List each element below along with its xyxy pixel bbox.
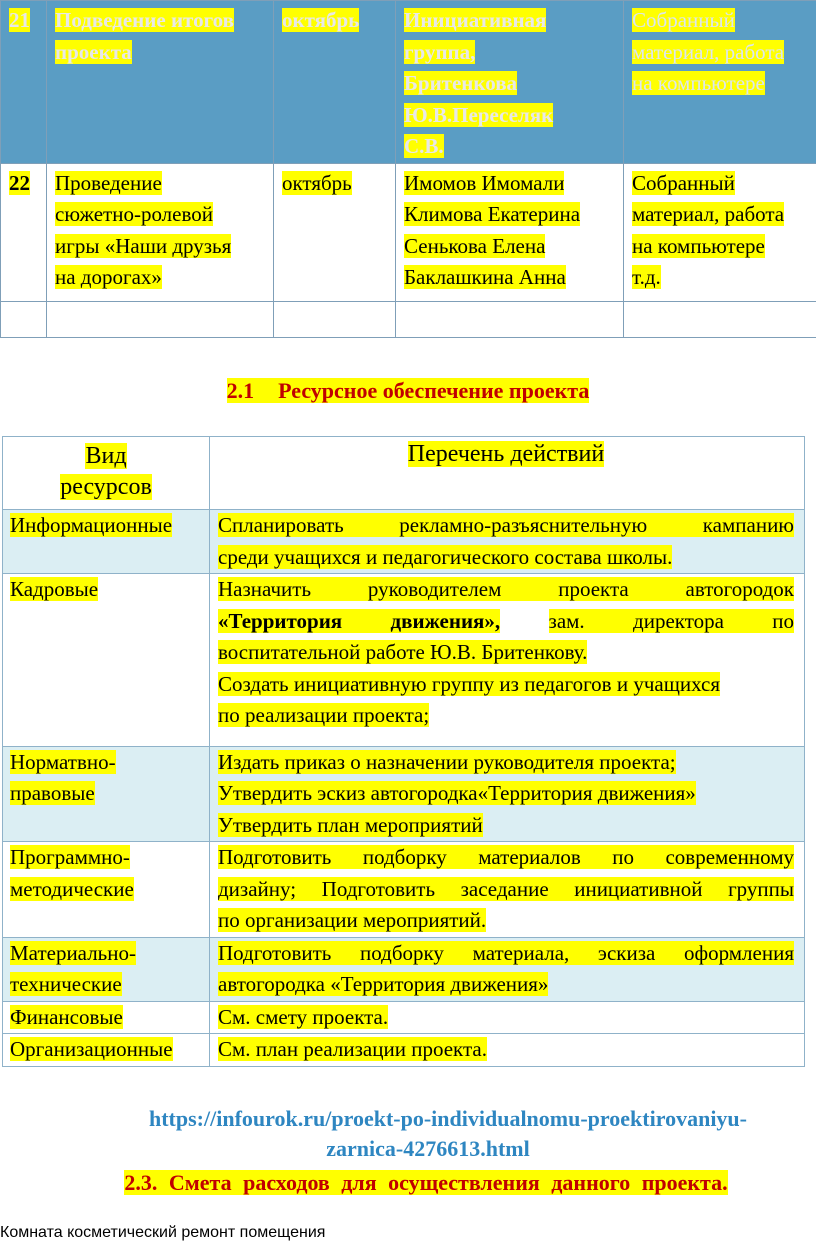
result-line: материал, работа <box>632 202 785 226</box>
responsible-cell <box>396 1 624 164</box>
event-line: проекта <box>55 39 132 64</box>
resource-row <box>3 1001 805 1034</box>
row-number: 21 <box>9 8 30 32</box>
action-line: Подготовить подборку материала, эскиза оформления <box>218 940 794 965</box>
resource-row <box>3 510 805 574</box>
resource-actions <box>210 1034 805 1067</box>
row-number-cell <box>1 163 47 301</box>
source-link-line-1[interactable]: https://infourok.ru/proekt-po-individualnomu-proektirovaniyu- <box>148 1106 747 1131</box>
action-line: Издать приказ о назначении руководителя проекта; <box>218 749 676 774</box>
schedule-row-21 <box>1 1 816 164</box>
responsible-line: группа, <box>404 39 476 64</box>
date-text: октябрь <box>282 170 352 195</box>
resource-type: Финансовые <box>3 1001 210 1034</box>
action-line: по организации мероприятий. <box>218 908 487 932</box>
responsible-cell <box>396 163 624 301</box>
action-line: Спланировать рекламно-разъяснительную кампанию <box>218 513 794 537</box>
schedule-table <box>0 0 816 338</box>
action-line: Утвердить план мероприятий <box>218 812 483 837</box>
header-actions <box>210 437 805 510</box>
row-number-cell <box>1 1 47 164</box>
empty-cell <box>624 301 816 337</box>
responsible-line: Ю.В.Переселяк <box>404 102 554 127</box>
result-line: т.д. <box>632 265 661 289</box>
action-line: Утвердить эскиз автогородка«Территория движения» <box>218 781 696 805</box>
responsible-line: С.В. <box>404 134 444 158</box>
date-cell <box>274 163 396 301</box>
action-line: воспитательной работе Ю.В. Бритенкову. <box>218 640 588 664</box>
responsible-line: Имомов Имомали <box>404 170 565 195</box>
resource-actions <box>210 574 805 747</box>
schedule-row-empty <box>1 301 816 337</box>
empty-cell <box>1 301 47 337</box>
resource-row <box>3 574 805 747</box>
section-heading-2-3 <box>0 1168 816 1198</box>
section-heading-2-1 <box>0 376 816 406</box>
section-title: Ресурсное обеспечение проекта <box>278 378 590 403</box>
action-line: См. план реализации проекта. <box>218 1037 487 1061</box>
row-number: 22 <box>9 170 30 195</box>
resources-table <box>2 436 805 1067</box>
action-line: дизайну; Подготовить заседание инициативной группы <box>218 876 794 901</box>
event-line: Проведение <box>55 170 162 195</box>
resource-actions <box>210 510 805 574</box>
event-line: на дорогах» <box>55 265 162 289</box>
event-line: сюжетно-ролевой <box>55 202 213 226</box>
schedule-row-22 <box>1 163 816 301</box>
resource-actions <box>210 842 805 938</box>
section-title: 2.3. Смета расходов для осуществления данного проекта. <box>124 1170 728 1195</box>
resource-row <box>3 746 805 842</box>
resource-type: Материально- технические <box>3 937 210 1001</box>
action-line: Назначить руководителем проекта автогородок <box>218 577 794 601</box>
result-line: Собранный <box>632 170 735 195</box>
responsible-line: Сенькова Елена <box>404 233 546 258</box>
empty-cell <box>396 301 624 337</box>
result-cell <box>624 163 816 301</box>
resource-actions <box>210 1001 805 1034</box>
section-number: 2.1 Ресурсное обеспечение проекта <box>226 378 590 403</box>
resource-row <box>3 1034 805 1067</box>
result-line: Собранный <box>632 8 735 32</box>
action-line: «Территория движения», зам. директора по <box>218 608 795 633</box>
event-line: Подведение итогов <box>55 8 234 32</box>
responsible-line: Бритенкова <box>404 71 518 95</box>
event-line: игры «Наши друзья <box>55 233 232 258</box>
result-cell <box>624 1 816 164</box>
header-resource-type <box>3 437 210 510</box>
action-line: автогородка «Территория движения» <box>218 972 549 996</box>
resource-actions <box>210 937 805 1001</box>
responsible-line: Баклашкина Анна <box>404 265 566 289</box>
resource-type: Организационные <box>3 1034 210 1067</box>
source-link-line-2[interactable]: zarnica-4276613.html <box>326 1136 530 1161</box>
resource-type: Информационные <box>3 510 210 574</box>
resource-type: Кадровые <box>3 574 210 747</box>
responsible-line: Инициативная <box>404 8 547 32</box>
resource-row <box>3 937 805 1001</box>
resource-type: Норматвно- правовые <box>3 746 210 842</box>
resource-actions <box>210 746 805 842</box>
event-cell <box>47 1 274 164</box>
header-text: Вид <box>85 443 127 469</box>
action-line: Создать инициативную группу из педагогов и учащихся <box>218 671 721 696</box>
resources-header-row <box>3 437 805 510</box>
date-cell <box>274 1 396 164</box>
action-line: по реализации проекта; <box>218 703 430 727</box>
action-line: среди учащихся и педагогического состава школы. <box>218 544 673 569</box>
image-caption: Комната косметический ремонт помещения <box>0 1224 326 1241</box>
resource-row <box>3 842 805 938</box>
empty-cell <box>47 301 274 337</box>
empty-cell <box>274 301 396 337</box>
header-text: ресурсов <box>60 474 152 500</box>
result-line: на компьютере <box>632 71 765 95</box>
header-text: Перечень действий <box>407 441 605 467</box>
responsible-line: Климова Екатерина <box>404 202 581 226</box>
resource-type: Программно- методические <box>3 842 210 938</box>
action-line: См. смету проекта. <box>218 1004 389 1029</box>
date-text: октябрь <box>282 8 360 32</box>
result-line: материал, работа <box>632 39 785 64</box>
source-link[interactable] <box>0 1104 816 1164</box>
event-cell <box>47 163 274 301</box>
result-line: на компьютере <box>632 233 765 258</box>
action-line: Подготовить подборку материалов по современному <box>218 845 794 869</box>
